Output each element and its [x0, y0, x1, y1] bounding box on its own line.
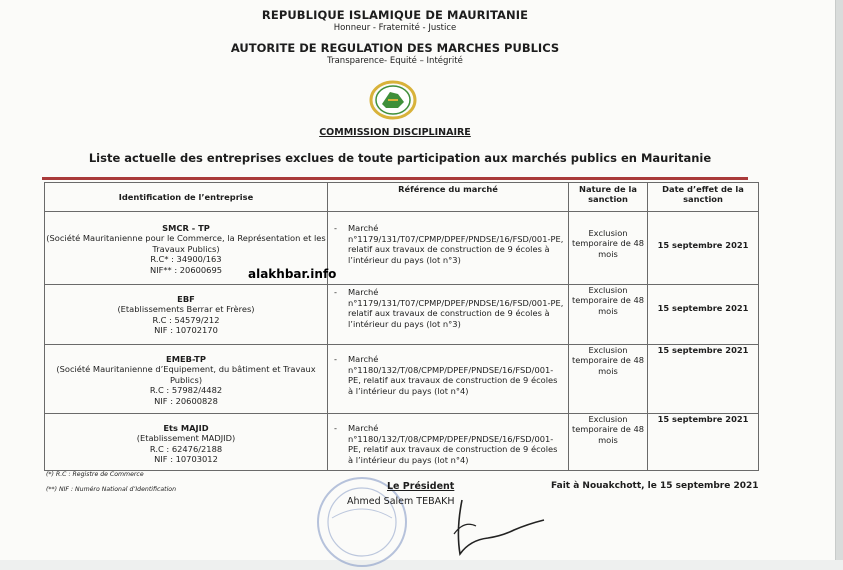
footnote-nif: (**) NIF : Numéro National d’Identification — [46, 486, 177, 493]
company-desc: (Etablissements Berrar et Frères) — [117, 304, 255, 315]
reference-text: Marché n°1179/131/T07/CPMP/DPEF/PNDSE/16/FSD/001-PE, relatif aux travaux de construction de 9 écoles à l’intérieur du pays (lot n°3) — [348, 287, 564, 329]
place-date: Fait à Nouakchott, le 15 septembre 2021 — [551, 481, 759, 491]
exclusion-table — [44, 182, 759, 471]
company-rc: R.C : 54579/212 — [152, 314, 220, 325]
nature-cell: Exclusion temporaire de 48 mois — [569, 345, 648, 414]
company-name: EBF — [177, 294, 195, 304]
table-row — [45, 212, 759, 285]
company-cell — [45, 345, 328, 414]
title-divider — [42, 177, 748, 180]
company-rc: R.C* : 34900/163 — [150, 254, 222, 265]
date-cell: 15 septembre 2021 — [648, 345, 759, 414]
commission-title: COMMISSION DISCIPLINAIRE — [319, 127, 471, 138]
company-desc: (Société Mauritanienne d’Equipement, du bâtiment et Travaux Publics) — [56, 364, 316, 385]
company-rc: R.C : 57982/4482 — [149, 385, 223, 396]
reference-dash: - — [334, 423, 337, 433]
header-date: Date d’effet de la sanction — [648, 183, 759, 212]
footnote-rc: (*) R.C : Registre de Commerce — [46, 471, 144, 478]
reference-text: Marché n°1179/131/T07/CPMP/DPEF/PNDSE/16/FSD/001-PE, relatif aux travaux de construction de 9 écoles à l’intérieur du pays (lot n°3) — [348, 223, 564, 265]
table-row — [45, 345, 759, 414]
date-cell: 15 septembre 2021 — [648, 285, 759, 345]
document-title: Liste actuelle des entreprises exclues de toute participation aux marchés publics en Mauritanie — [88, 151, 712, 165]
company-name: EMEB-TP — [166, 354, 206, 364]
company-name: Ets MAJID — [163, 423, 209, 433]
reference-dash: - — [334, 354, 337, 364]
reference-dash: - — [334, 287, 337, 297]
president-name: Ahmed Salem TEBAKH — [347, 496, 455, 507]
official-stamp-icon — [292, 460, 422, 570]
company-desc: (Etablissement MADJID) — [136, 433, 236, 444]
reference-cell — [328, 345, 569, 414]
nature-cell: Exclusion temporaire de 48 mois — [569, 212, 648, 285]
company-nif: NIF : 20600828 — [154, 395, 218, 406]
company-nif: NIF : 10703012 — [154, 454, 218, 465]
reference-dash: - — [334, 223, 337, 233]
header-identification: Identification de l’entreprise — [45, 183, 328, 212]
country-motto: Honneur - Fraternité - Justice — [333, 23, 457, 33]
authority-motto: Transparence- Equité – Intégrité — [327, 56, 463, 66]
company-cell — [45, 414, 328, 471]
reference-text: Marché n°1180/132/T/08/CPMP/DPEF/PNDSE/16/FSD/001-PE, relatif aux travaux de construction de 9 écoles à l’intérieur du pays (lot n°4) — [348, 354, 558, 396]
company-nif: NIF** : 20600695 — [149, 264, 223, 275]
company-cell — [45, 285, 328, 345]
president-role: Le Président — [387, 481, 455, 492]
company-desc: (Société Mauritanienne pour le Commerce, la Représentation et les Travaux Publics) — [46, 233, 326, 254]
country-title: REPUBLIQUE ISLAMIQUE DE MAURITANIE — [261, 8, 529, 22]
header-reference: Référence du marché — [328, 183, 569, 212]
company-rc: R.C : 62476/2188 — [149, 443, 223, 454]
page-edge — [835, 0, 843, 560]
reference-cell — [328, 212, 569, 285]
watermark-text: alakhbar.info — [248, 267, 337, 281]
reference-cell — [328, 285, 569, 345]
company-name: SMCR - TP — [162, 223, 210, 233]
table-header-row — [45, 183, 759, 212]
table-row — [45, 285, 759, 345]
nature-cell: Exclusion temporaire de 48 mois — [569, 414, 648, 471]
company-nif: NIF : 10702170 — [154, 325, 218, 336]
date-cell: 15 septembre 2021 — [648, 414, 759, 471]
header-nature: Nature de la sanction — [569, 183, 648, 212]
handwritten-signature-icon — [440, 490, 550, 560]
reference-text: Marché n°1180/132/T/08/CPMP/DPEF/PNDSE/16/FSD/001-PE, relatif aux travaux de construction de 9 écoles à l’intérieur du pays (lot n°4) — [348, 423, 558, 465]
date-cell: 15 septembre 2021 — [648, 212, 759, 285]
nature-cell: Exclusion temporaire de 48 mois — [569, 285, 648, 345]
authority-seal-icon — [368, 80, 418, 120]
authority-title: AUTORITE DE REGULATION DES MARCHES PUBLICS — [230, 41, 560, 55]
